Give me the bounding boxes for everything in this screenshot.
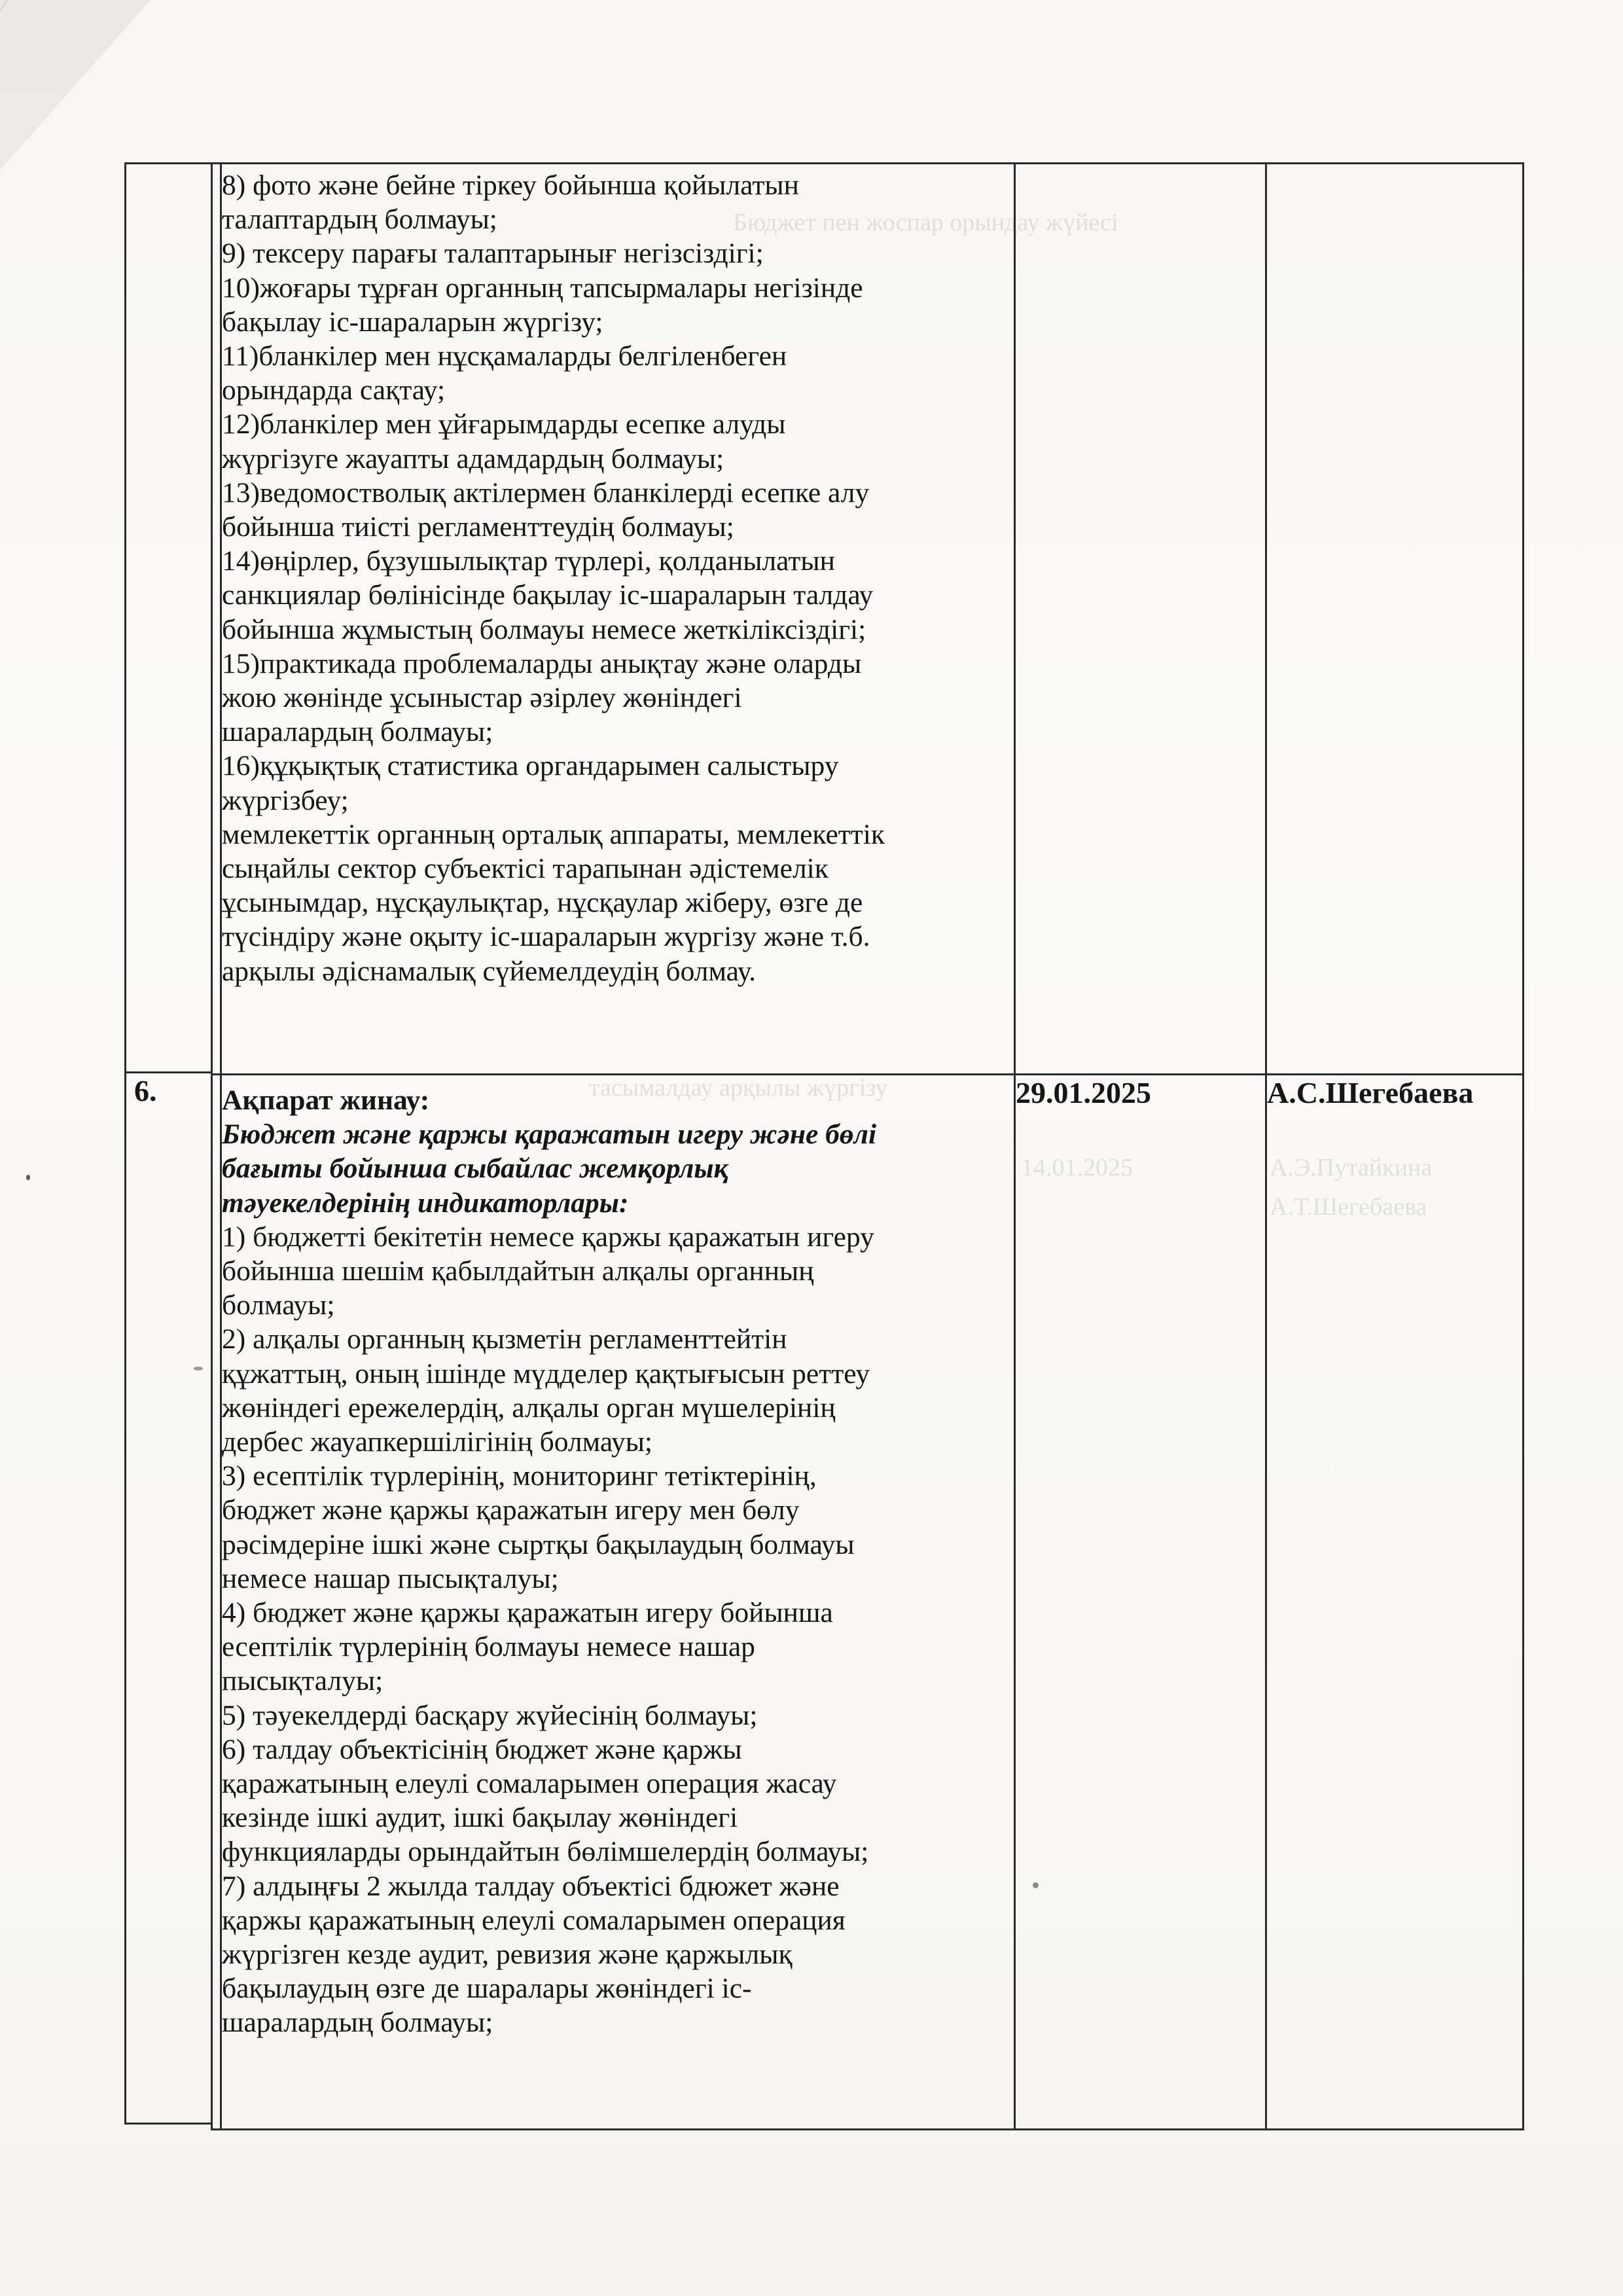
text-line: жүргізуге жауапты адамдардың болмауы; <box>222 442 724 475</box>
text-line: есептілік түрлерінің болмауы немесе нашар <box>222 1631 755 1663</box>
text-line: қаржы қаражатының елеулі сомаларымен операция <box>222 1904 846 1936</box>
row-number-cell <box>212 1075 221 2130</box>
scan-speck <box>194 1367 203 1371</box>
text-line: кезінде ішкі аудит, ішкі бақылау жөніндегі <box>222 1802 738 1834</box>
section-subheading <box>222 1117 1014 1220</box>
bleed-through-date: 14.01.2025 <box>1021 1154 1133 1181</box>
text-line: шаралардың болмауы; <box>222 716 493 748</box>
text-line: жүргізбеу; <box>222 784 349 816</box>
text-line: 13)ведомостволық актілермен бланкілерді есепке алу <box>222 476 870 509</box>
scan-speck <box>26 1175 30 1180</box>
bleed-through-fragment-2: тасымалдау арқылы жүргізу <box>589 1074 888 1102</box>
text-line: 7) алдыңғы 2 жылда талдау объектісі бдюжет және <box>222 1870 840 1902</box>
text-line: 12)бланкілер мен ұйғарымдарды есепке алуды <box>222 408 786 440</box>
row-number-cell <box>212 164 221 1075</box>
text-line: 9) тексеру парағы талаптарынығ негізсіздігі; <box>222 238 764 270</box>
text-line: жөніндегі ережелердің, алқалы орган мүшелерінің <box>222 1391 836 1424</box>
table-row-continuation <box>212 164 1524 1075</box>
text-line: 2) алқалы органның қызметін регламенттейтін <box>222 1323 787 1355</box>
text-line: орындарда сақтау; <box>222 374 446 406</box>
text-line: 1) бюджетті бекітетін немесе қаржы қаражатын игеру <box>222 1221 874 1253</box>
row-responsible: А.С.Шегебаева <box>1267 1076 1474 1109</box>
text-line: жүргізген кезде аудит, ревизия және қаржылық <box>222 1939 793 1971</box>
text-line: құжаттың, оның ішінде мүдделер қақтығысын реттеу <box>222 1357 870 1390</box>
text-line: арқылы әдіснамалық сүйемелдеудің болмау. <box>222 955 757 987</box>
text-line: жою жөнінде ұсыныстар әзірлеу жөніндегі <box>222 682 742 714</box>
text-line: түсіндіру және оқыту іс-шараларын жүргізу және т.б. <box>222 921 870 953</box>
number-column-mid-border <box>124 1071 213 1073</box>
text-line: 5) тәуекелдерді басқару жүйесінің болмауы; <box>222 1699 758 1731</box>
text-line: ұсынымдар, нұсқаулықтар, нұсқаулар жіберу, өзге де <box>222 887 863 919</box>
number-column-top-border <box>124 162 213 164</box>
text-line: рәсімдеріне ішкі және сыртқы бақылаудың болмауы <box>222 1528 855 1560</box>
text-line: бойынша тиісті регламенттеудің болмауы; <box>222 511 734 543</box>
text-line: 15)практикада проблемаларды анықтау және оларды <box>222 647 862 679</box>
row-6-number: 6. <box>134 1074 157 1107</box>
text-line: санкциялар бөлінісінде бақылау іс-шараларын талдау <box>222 579 874 611</box>
text-line: 10)жоғары тұрған органның тапсырмалары негізінде <box>222 272 863 304</box>
section-heading: Ақпарат жинау: <box>222 1085 430 1116</box>
text-line: бойынша шешім қабылдайтын алқалы органның <box>222 1255 814 1287</box>
text-line: бюджет және қаржы қаражатын игеру мен бөлу <box>222 1494 800 1526</box>
text-line: 16)құқықтық статистика органдарымен салыстыру <box>222 750 839 782</box>
plan-table <box>211 162 1524 2130</box>
text-line: 6) талдау объектісінің бюджет және қаржы <box>222 1733 742 1765</box>
text-line: 11)бланкілер мен нұсқамаларды белгіленбеген <box>222 340 787 372</box>
number-column-bottom-border <box>124 2123 213 2125</box>
text-line: функцияларды орындайтын бөлімшелердің болмауы; <box>222 1836 869 1868</box>
text-line: тәуекелдерінің индикаторлары: <box>222 1187 629 1219</box>
responsible-cell <box>1266 164 1524 1075</box>
text-line: бағыты бойынша сыбайлас жемқорлық <box>222 1153 728 1185</box>
number-column-left-border <box>124 162 126 2125</box>
text-line: болмауы; <box>222 1289 335 1321</box>
text-line: пысықталуы; <box>222 1665 383 1697</box>
text-line: немесе нашар пысықталуы; <box>222 1562 559 1594</box>
indicators-list <box>222 1220 1014 2040</box>
measures-cell <box>221 1075 1015 2130</box>
scan-speck <box>1033 1882 1039 1888</box>
date-cell <box>1015 1075 1266 2130</box>
text-line: бойынша жұмыстың болмауы немесе жеткіліксіздігі; <box>222 613 866 645</box>
text-line: бақылау іс-шараларын жүргізу; <box>222 306 603 338</box>
text-line: мемлекеттік органның орталық аппараты, мемлекеттік <box>222 818 885 850</box>
bleed-through-responsible-2: А.Т.Шегебаева <box>1270 1193 1427 1221</box>
measures-list <box>222 168 1014 988</box>
text-line: Бюджет және қаржы қаражатын игеру және бөлі <box>222 1119 877 1151</box>
bleed-through-responsible-1: А.Э.Путайкина <box>1270 1154 1433 1181</box>
text-line: қаражатының елеулі сомаларымен операция жасау <box>222 1768 837 1800</box>
text-line: бақылаудың өзге де шаралары жөніндегі іс- <box>222 1973 752 2005</box>
text-line: 3) есептілік түрлерінің, мониторинг тетіктерінің, <box>222 1460 817 1492</box>
text-line: шаралардың болмауы; <box>222 2007 493 2039</box>
text-line: 4) бюджет және қаржы қаражатын игеру бойынша <box>222 1597 833 1629</box>
text-line: талаптардың болмауы; <box>222 204 497 236</box>
bleed-through-fragment-1: Бюджет пен жоспар орындау жүйесі <box>733 209 1118 236</box>
text-line: 8) фото және бейне тіркеу бойынша қойылатын <box>222 170 799 201</box>
folded-corner-shadow <box>0 0 151 170</box>
responsible-cell <box>1266 1075 1524 2130</box>
text-line: дербес жауапкершілігінің болмауы; <box>222 1426 653 1458</box>
text-line: 14)өңірлер, бұзушылықтар түрлері, қолданылатын <box>222 545 835 577</box>
table-row-6 <box>212 1075 1524 2130</box>
date-cell <box>1015 164 1266 1075</box>
row-date: 29.01.2025 <box>1016 1076 1151 1109</box>
measures-cell <box>221 164 1015 1075</box>
text-line: сыңайлы сектор субъектісі тарапынан әдістемелік <box>222 853 829 885</box>
